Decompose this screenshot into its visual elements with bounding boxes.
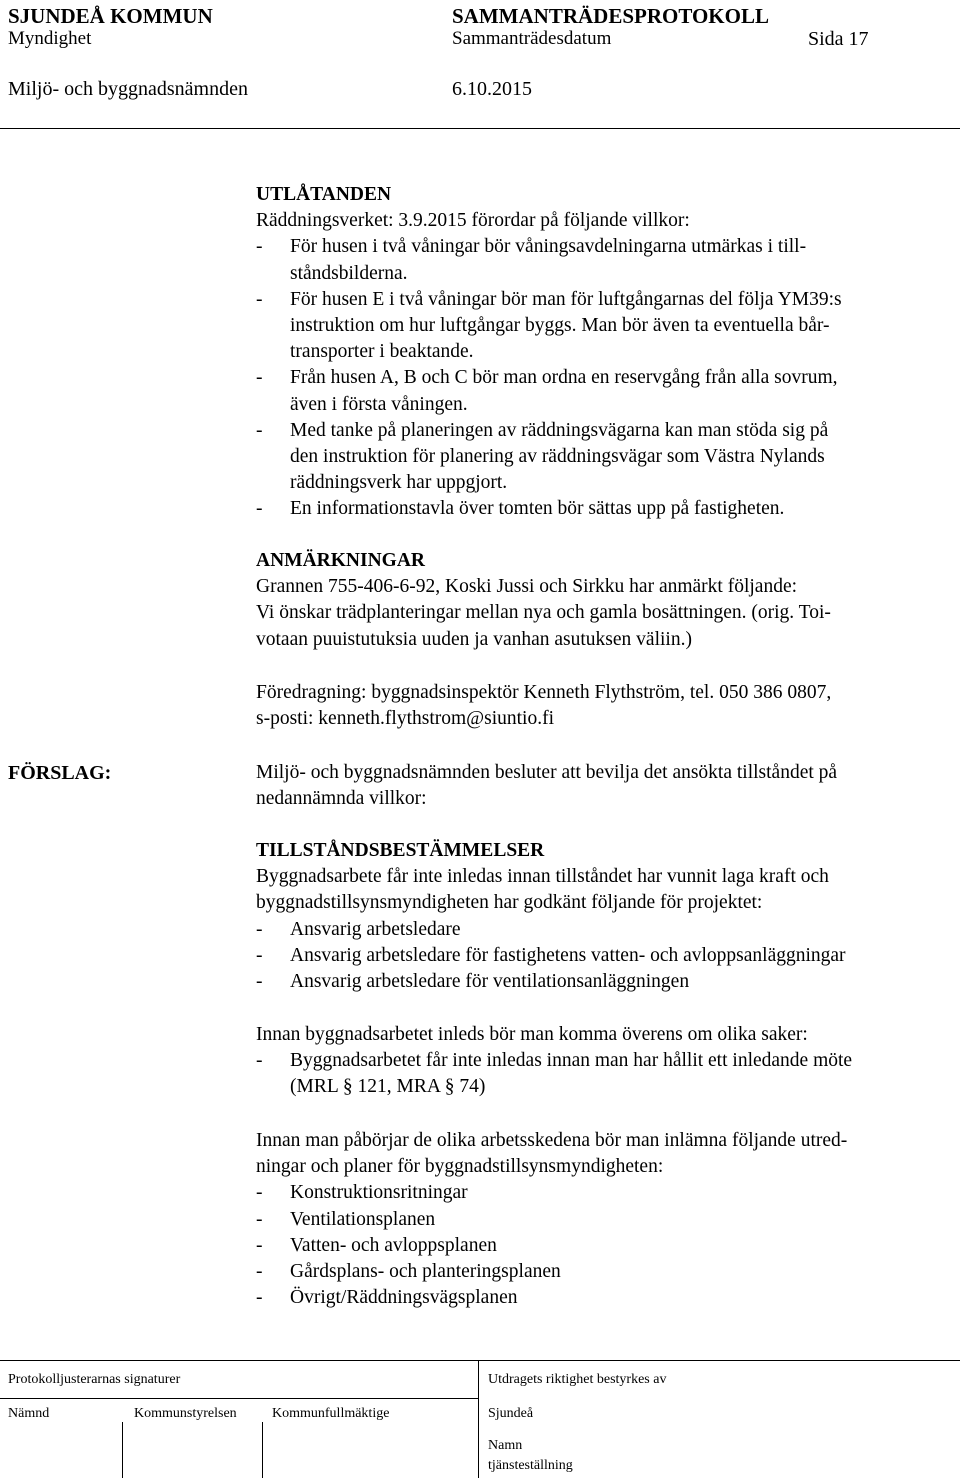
list-item-line: Ansvarig arbetsledare [290,918,461,940]
page-number: Sida 17 [808,28,869,50]
list-item [256,1259,946,1285]
list-item-line: Vatten- och avloppsplanen [290,1234,497,1256]
text-line: votaan puuistutuksia uuden ja vanhan asutuksen väliin.) [256,628,692,650]
innan-inleds-intro: Innan byggnadsarbetet inleds bör man komma överens om olika saker: [256,1024,808,1045]
list-item-line: transporter i beaktande. [290,341,474,363]
list-item [256,365,946,417]
list-dash: - [256,498,263,520]
list-dash: - [256,1050,263,1072]
list-dash: - [256,944,263,966]
text-line: nedannämnda villkor: [256,788,427,810]
list-item-line: Övrigt/Räddningsvägsplanen [290,1287,518,1309]
list-item [256,1048,946,1100]
footer-col-kommunstyrelsen: Kommunstyrelsen [134,1406,237,1421]
footer-row-rule [0,1398,478,1399]
text-line: Grannen 755-406-6-92, Koski Jussi och Sirkku har anmärkt följande: [256,576,798,598]
list-dash: - [256,236,263,258]
list-item-line: Gårdsplans- och planteringsplanen [290,1261,561,1283]
list-item [256,1285,946,1311]
signature-label: Protokolljusterarnas signaturer [8,1372,181,1387]
list-dash: - [256,1182,263,1204]
innan-paborjar-list [256,1180,946,1311]
text-line: s-posti: kenneth.flythstrom@siuntio.fi [256,708,554,730]
text-line: byggnadstillsynsmyndigheten har godkänt följande för projektet: [256,892,763,914]
section-anmarkningar [256,548,946,653]
list-item-line: Byggnadsarbetet får inte inledas innan man har hållit ett inledande möte [290,1050,853,1072]
utlatanden-heading: UTLÅTANDEN [256,184,392,205]
utlatanden-intro: Räddningsverket: 3.9.2015 förordar på följande villkor: [256,210,690,232]
list-item-line: instruktion om hur luftgångar byggs. Man bör även ta eventuella bår- [290,315,830,337]
list-dash: - [256,918,263,940]
tillstand-intro [256,864,946,916]
certification-label: Utdragets riktighet bestyrkes av [488,1372,667,1387]
utlatanden-list [256,234,946,522]
list-item-line: För husen E i två våningar bör man för luftgångarnas del följa YM39:s [290,288,842,310]
footer-col-namnd: Nämnd [8,1406,50,1421]
tillstand-list [256,917,946,996]
text-line: Föredragning: byggnadsinspektör Kenneth Flythström, tel. 050 386 0807, [256,682,832,703]
list-dash: - [256,1234,263,1256]
list-item [256,287,946,366]
section-forslag [256,760,946,812]
signature-footer [0,1360,960,1478]
footer-col-kommunfullmaktige: Kommunfullmäktige [272,1406,390,1421]
text-line: Innan man påbörjar de olika arbetsskedena bör man inlämna följande utred- [256,1130,848,1151]
footer-title-label: tjänsteställning [488,1458,573,1473]
list-item-line: räddningsverk har uppgjort. [290,472,508,494]
list-dash: - [256,1261,263,1283]
list-item-line: Med tanke på planeringen av räddningsvägarna kan man stöda sig på [290,419,829,441]
foredragning-lines [256,680,946,732]
list-item-line: Konstruktionsritningar [290,1182,468,1204]
list-item [256,917,946,943]
list-item [256,1233,946,1259]
authority-label: Myndighet [8,28,92,49]
footer-top-rule [0,1360,960,1361]
meeting-date: 6.10.2015 [452,78,532,100]
list-item [256,1207,946,1233]
list-item-line: den instruktion för planering av räddningsvägar som Västra Nylands [290,446,825,468]
text-line: ningar och planer för byggnadstillsynsmyndigheten: [256,1156,664,1178]
innan-paborjar-intro [256,1128,946,1180]
footer-name-label: Namn [488,1438,523,1453]
list-item [256,496,946,522]
text-line: Miljö- och byggnadsnämnden besluter att bevilja det ansökta tillståndet på [256,762,838,783]
tillstand-heading: TILLSTÅNDSBESTÄMMELSER [256,840,545,861]
list-item [256,943,946,969]
footer-col-divider-1 [122,1422,123,1478]
list-item-line: Ventilationsplanen [290,1208,436,1230]
list-dash: - [256,971,263,993]
section-utlatanden [256,182,946,523]
doc-type: SAMMANTRÄDESPROTOKOLL [452,4,769,28]
list-item-line: För husen i två våningar bör våningsavdelningarna utmärkas i till- [290,236,807,258]
authority-name: Miljö- och byggnadsnämnden [8,78,248,100]
innan-inleds-list [256,1048,946,1100]
text-line: Vi önskar trädplanteringar mellan nya och gamla bosättningen. (orig. Toi- [256,602,831,624]
list-dash: - [256,288,263,310]
anmarkningar-lines [256,574,946,653]
list-item-line: (MRL § 121, MRA § 74) [290,1076,486,1098]
text-line: Byggnadsarbete får inte inledas innan tillståndet har vunnit laga kraft och [256,866,829,888]
list-item [256,1180,946,1206]
list-item [256,418,946,497]
list-item [256,969,946,995]
list-item-line: Ansvarig arbetsledare för ventilationsanläggningen [290,971,690,993]
footer-divider [478,1360,479,1478]
section-innan-inleds [256,1022,946,1101]
list-dash: - [256,367,263,389]
list-item [256,234,946,286]
section-innan-paborjar [256,1128,946,1311]
list-item-line: En informationstavla över tomten bör sättas upp på fastigheten. [290,498,785,520]
list-item-line: Ansvarig arbetsledare för fastighetens vatten- och avloppsanläggningar [290,944,846,966]
date-label: Sammanträdesdatum [452,28,612,49]
section-tillstand [256,838,946,995]
footer-place: Sjundeå [488,1406,534,1421]
list-item-line: Från husen A, B och C bör man ordna en reservgång från alla sovrum, [290,367,838,389]
header-rule [0,128,960,129]
list-dash: - [256,419,263,441]
list-item-line: ståndsbilderna. [290,262,408,284]
forslag-label: FÖRSLAG: [8,762,112,784]
section-foredragning [256,680,946,732]
forslag-lines [256,760,946,812]
footer-col-divider-2 [262,1422,263,1478]
anmarkningar-heading: ANMÄRKNINGAR [256,550,425,571]
list-dash: - [256,1287,263,1309]
org-name: SJUNDEÅ KOMMUN [8,4,213,28]
list-dash: - [256,1208,263,1230]
list-item-line: även i första våningen. [290,393,468,415]
